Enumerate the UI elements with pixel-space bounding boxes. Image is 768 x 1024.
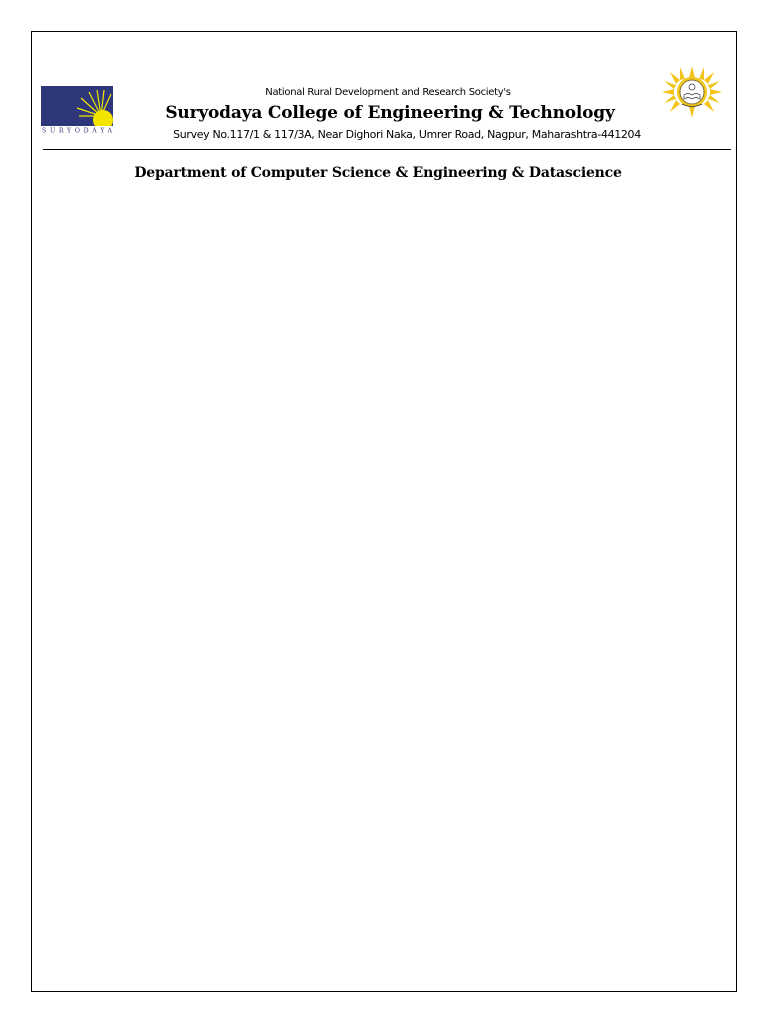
header-divider (43, 149, 731, 150)
logo-wordmark: SURYODAYA (42, 127, 112, 134)
department-title: Department of Computer Science & Engineering & Datascience (134, 165, 622, 181)
society-name: National Rural Development and Research Society's (265, 87, 511, 98)
college-address: Survey No.117/1 & 117/3A, Near Dighori Naka, Umrer Road, Nagpur, Maharashtra-441204 (173, 128, 641, 141)
college-name: Suryodaya College of Engineering & Technology (165, 103, 615, 123)
